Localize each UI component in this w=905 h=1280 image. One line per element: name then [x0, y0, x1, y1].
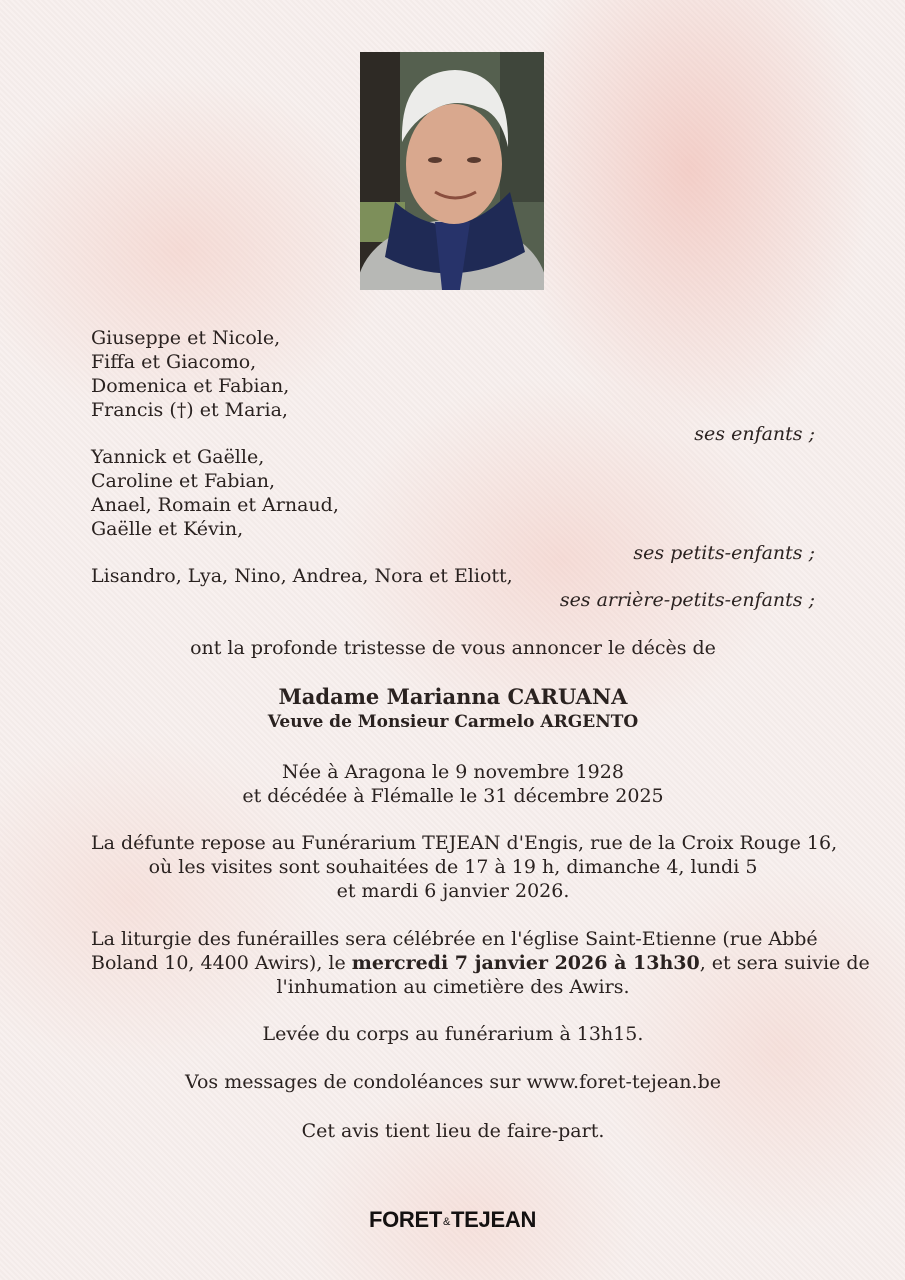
funeral-text: , et sera suivie de	[699, 952, 870, 974]
funeral-text: Boland 10, 4400 Awirs), le	[91, 952, 352, 974]
grandchildren-list	[91, 445, 815, 565]
visitation-line: où les visites sont souhaitées de 17 à 19 h, dimanche 4, lundi 5	[148, 856, 758, 878]
deceased-name: Madame Marianna CARUANA	[278, 684, 628, 709]
condolences-text: Vos messages de condoléances sur www.foret-tejean.be	[185, 1071, 721, 1093]
children-name: Giuseppe et Nicole,	[91, 327, 281, 349]
children-name: Francis (†) et Maria,	[91, 399, 288, 421]
grandchildren-name: Yannick et Gaëlle,	[91, 446, 265, 468]
grandchildren-name: Caroline et Fabian,	[91, 470, 276, 492]
body-removal-text: Levée du corps au funérarium à 13h15.	[262, 1023, 644, 1045]
funeral-line-2	[91, 951, 870, 975]
deceased-block	[91, 683, 815, 734]
great-grandchildren-label: ses arrière-petits-enfants ;	[559, 589, 815, 611]
family-list	[91, 326, 815, 446]
dates-block	[91, 760, 815, 808]
children-name: Fiffa et Giacomo,	[91, 351, 257, 373]
funeral-line: l'inhumation au cimetière des Awirs.	[276, 976, 630, 998]
deceased-subtitle: Veuve de Monsieur Carmelo ARGENTO	[267, 712, 639, 732]
notice-text: Cet avis tient lieu de faire-part.	[301, 1120, 605, 1142]
great-grandchildren-name: Lisandro, Lya, Nino, Andrea, Nora et Eliott,	[91, 565, 513, 587]
announcement-text: ont la profonde tristesse de vous annoncer le décès de	[190, 637, 716, 659]
death-text: et décédée à Flémalle le 31 décembre 2025	[242, 785, 664, 807]
grandchildren-name: Anael, Romain et Arnaud,	[91, 494, 339, 516]
children-label: ses enfants ;	[694, 423, 815, 445]
funeral-home-logo	[0, 1207, 905, 1233]
birth-text: Née à Aragona le 9 novembre 1928	[282, 761, 624, 783]
visitation-line: La défunte repose au Funérarium TEJEAN d'Engis, rue de la Croix Rouge 16,	[91, 832, 838, 854]
great-grandchildren-list	[91, 564, 815, 612]
funeral-line: La liturgie des funérailles sera célébrée en l'église Saint-Etienne (rue Abbé	[91, 928, 818, 950]
visitation-block	[91, 831, 838, 903]
visitation-line: et mardi 6 janvier 2026.	[336, 880, 570, 902]
logo-text-left: FORET	[368, 1207, 442, 1232]
children-name: Domenica et Fabian,	[91, 375, 290, 397]
logo-ampersand: &	[443, 1216, 451, 1228]
funeral-block	[91, 927, 870, 999]
portrait-photo	[360, 52, 544, 290]
funeral-date: mercredi 7 janvier 2026 à 13h30	[351, 952, 700, 974]
grandchildren-name: Gaëlle et Kévin,	[91, 518, 244, 540]
grandchildren-label: ses petits-enfants ;	[633, 542, 815, 564]
logo-text-right: TEJEAN	[451, 1207, 537, 1232]
